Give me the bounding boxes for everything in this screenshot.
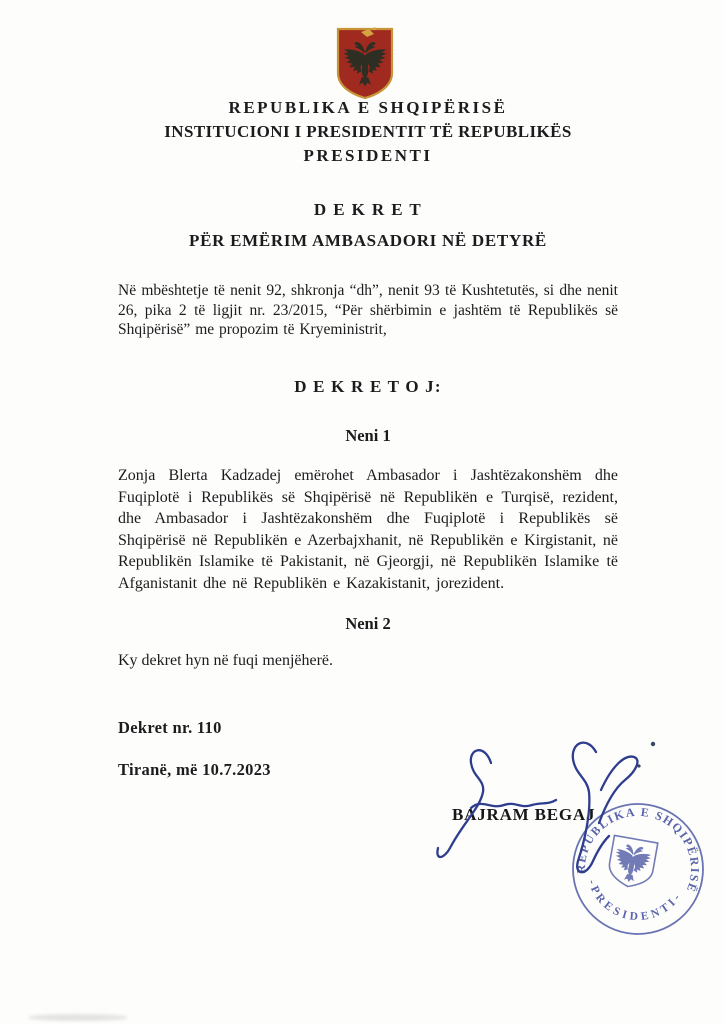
decree-title: D E K R E T (313, 200, 423, 219)
article-1-heading: Neni 1 (345, 426, 391, 445)
signer-name: BAJRAM BEGAJ (452, 805, 596, 824)
seal-bottom-text: - P R E S I D E N T I - (585, 878, 683, 924)
coat-of-arms-icon (334, 26, 396, 100)
signature-scrawl (425, 728, 660, 883)
letterhead (118, 96, 618, 168)
article-2-body: Ky dekret hyn në fuqi menjëherë. (118, 652, 334, 669)
letterhead-republic: REPUBLIKA E SHQIPËRISË (228, 98, 508, 117)
decree-number: Dekret nr. 110 (118, 718, 222, 737)
decree-subject: PËR EMËRIM AMBASADORI NË DETYRË (189, 231, 547, 250)
enacting-word: D E K R E T O J: (294, 377, 442, 396)
seal-top-text: REPUBLIKA E SHQIPËRISË (573, 804, 703, 896)
place-and-date: Tiranë, më 10.7.2023 (118, 760, 271, 779)
letterhead-institution: INSTITUCIONI I PRESIDENTIT TË REPUBLIKËS (164, 122, 572, 141)
article-1-body: Zonja Blerta Kadzadej emërohet Ambasador i Jashtëzakonshëm dhe Fuqiplotë i Republikës së Shqipërisë në Republikën e Turqisë, rezident, dhe Ambasador i Jashtëzakonshëm dhe Fuqiplotë i Republikës së Shqipërisë në Republikën e Azerbajxhanit, në Republikën e Kirgistanit, në Republikën Islamike të Pakistanit, në Gjeorgji, në Republikën Islamike të Afganistanit dhe në Republikën e Kazakistanit, jorezident. (118, 467, 618, 592)
ink-dots (637, 742, 655, 768)
preamble-paragraph: Në mbështetje të nenit 92, shkronja “dh”, nenit 93 të Kushtetutës, si dhe nenit 26, pika 2 të ligjit nr. 23/2015, “Për shërbimin e jashtëm të Republikës së Shqipërisë” me propozim të Kryeministrit, (118, 282, 618, 338)
svg-text:- P R E S I D E N T I - (580, 877, 684, 931)
scan-smudge (28, 1014, 128, 1021)
letterhead-president: PRESIDENTI (303, 146, 433, 165)
article-2-heading: Neni 2 (345, 614, 391, 633)
